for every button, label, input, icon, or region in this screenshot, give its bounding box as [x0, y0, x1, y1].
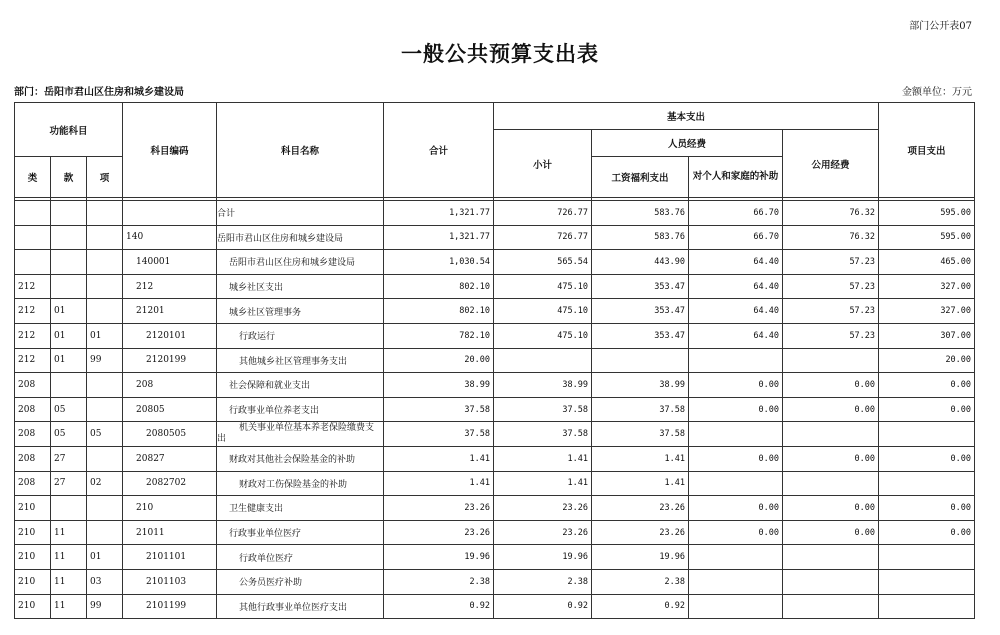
cell-xiang	[87, 446, 123, 471]
cell-total: 782.10	[384, 323, 494, 348]
cell-xiang	[87, 373, 123, 398]
cell-subtotal: 19.96	[494, 545, 592, 570]
cell-individual: 0.00	[689, 446, 783, 471]
cell-lei	[15, 225, 51, 250]
cell-project: 327.00	[879, 299, 975, 324]
table-row	[15, 250, 975, 275]
cell-public: 57.23	[783, 323, 879, 348]
cell-wages: 353.47	[592, 299, 689, 324]
cell-subject-code: 2082702	[123, 471, 217, 496]
cell-public: 0.00	[783, 373, 879, 398]
cell-subject-code: 210	[123, 496, 217, 521]
cell-subtotal: 726.77	[494, 201, 592, 226]
unit-label: 金额单位：万元	[902, 87, 972, 98]
cell-subtotal: 565.54	[494, 250, 592, 275]
cell-kuan	[51, 250, 87, 275]
cell-individual: 66.70	[689, 225, 783, 250]
cell-subject-name: 合计	[217, 201, 384, 226]
cell-subject-code: 2080505	[123, 422, 217, 447]
cell-individual	[689, 471, 783, 496]
cell-subject-code: 20827	[123, 446, 217, 471]
cell-public: 0.00	[783, 397, 879, 422]
cell-total: 1,030.54	[384, 250, 494, 275]
cell-wages: 38.99	[592, 373, 689, 398]
page-title: 一般公共预算支出表	[401, 41, 599, 66]
cell-xiang: 05	[87, 422, 123, 447]
cell-project: 465.00	[879, 250, 975, 275]
cell-lei: 210	[15, 594, 51, 619]
cell-xiang	[87, 520, 123, 545]
cell-wages: 37.58	[592, 397, 689, 422]
cell-wages: 1.41	[592, 446, 689, 471]
cell-subject-name: 卫生健康支出	[217, 496, 384, 521]
cell-public: 0.00	[783, 446, 879, 471]
cell-lei: 212	[15, 274, 51, 299]
cell-kuan	[51, 225, 87, 250]
table-row	[15, 373, 975, 398]
cell-public	[783, 471, 879, 496]
cell-subtotal: 23.26	[494, 496, 592, 521]
cell-wages: 37.58	[592, 422, 689, 447]
cell-subject-name: 城乡社区管理事务	[217, 299, 384, 324]
cell-total: 23.26	[384, 520, 494, 545]
cell-kuan: 01	[51, 299, 87, 324]
cell-lei: 208	[15, 397, 51, 422]
cell-xiang: 99	[87, 594, 123, 619]
table-row	[15, 446, 975, 471]
table-row	[15, 594, 975, 619]
cell-subject-code: 21201	[123, 299, 217, 324]
cell-project: 0.00	[879, 373, 975, 398]
form-code: 部门公开表07	[909, 21, 972, 32]
cell-individual	[689, 594, 783, 619]
cell-lei: 210	[15, 569, 51, 594]
cell-individual: 64.40	[689, 274, 783, 299]
cell-subject-name: 岳阳市君山区住房和城乡建设局	[217, 250, 384, 275]
cell-subtotal: 38.99	[494, 373, 592, 398]
cell-subject-code: 2101103	[123, 569, 217, 594]
header-xiang: 项	[87, 157, 123, 198]
cell-individual: 0.00	[689, 373, 783, 398]
cell-public	[783, 422, 879, 447]
cell-lei: 208	[15, 373, 51, 398]
header-subtotal: 小计	[494, 130, 592, 198]
cell-public: 57.23	[783, 299, 879, 324]
cell-subtotal: 37.58	[494, 397, 592, 422]
cell-total: 1.41	[384, 446, 494, 471]
cell-wages: 353.47	[592, 274, 689, 299]
cell-lei: 208	[15, 471, 51, 496]
table-row	[15, 520, 975, 545]
cell-subject-name: 其他行政事业单位医疗支出	[217, 594, 384, 619]
cell-subject-code: 21011	[123, 520, 217, 545]
cell-kuan: 27	[51, 446, 87, 471]
header-kuan: 款	[51, 157, 87, 198]
cell-total: 1.41	[384, 471, 494, 496]
cell-individual	[689, 348, 783, 373]
cell-wages: 443.90	[592, 250, 689, 275]
cell-public: 57.23	[783, 250, 879, 275]
cell-lei: 210	[15, 545, 51, 570]
cell-lei	[15, 201, 51, 226]
cell-project	[879, 422, 975, 447]
cell-total: 1,321.77	[384, 225, 494, 250]
cell-lei: 210	[15, 496, 51, 521]
cell-subtotal: 475.10	[494, 323, 592, 348]
cell-public: 76.32	[783, 225, 879, 250]
cell-public	[783, 545, 879, 570]
cell-xiang	[87, 201, 123, 226]
cell-total: 802.10	[384, 274, 494, 299]
table-row	[15, 225, 975, 250]
table-row	[15, 422, 975, 447]
cell-subject-name: 行政单位医疗	[217, 545, 384, 570]
header-individual: 对个人和家庭的补助	[689, 157, 783, 198]
cell-xiang: 02	[87, 471, 123, 496]
cell-project	[879, 471, 975, 496]
cell-project	[879, 594, 975, 619]
cell-individual	[689, 545, 783, 570]
cell-public: 76.32	[783, 201, 879, 226]
cell-subtotal: 23.26	[494, 520, 592, 545]
header-subject-name: 科目名称	[217, 103, 384, 198]
cell-xiang	[87, 250, 123, 275]
cell-lei	[15, 250, 51, 275]
cell-subject-name: 行政事业单位医疗	[217, 520, 384, 545]
cell-subject-name: 财政对其他社会保险基金的补助	[217, 446, 384, 471]
cell-subject-name: 行政事业单位养老支出	[217, 397, 384, 422]
header-total: 合计	[384, 103, 494, 198]
cell-subtotal: 475.10	[494, 274, 592, 299]
department-label: 部门：岳阳市君山区住房和城乡建设局	[14, 87, 184, 98]
cell-total: 2.38	[384, 569, 494, 594]
cell-total: 23.26	[384, 496, 494, 521]
cell-public: 0.00	[783, 520, 879, 545]
cell-total: 38.99	[384, 373, 494, 398]
cell-subtotal: 726.77	[494, 225, 592, 250]
table-row	[15, 569, 975, 594]
cell-wages: 23.26	[592, 520, 689, 545]
cell-individual: 66.70	[689, 201, 783, 226]
cell-lei: 212	[15, 299, 51, 324]
cell-subject-code: 208	[123, 373, 217, 398]
table-row	[15, 201, 975, 226]
cell-subtotal: 1.41	[494, 446, 592, 471]
cell-individual	[689, 569, 783, 594]
cell-subject-code: 140001	[123, 250, 217, 275]
cell-xiang	[87, 496, 123, 521]
cell-public	[783, 348, 879, 373]
cell-individual: 64.40	[689, 323, 783, 348]
cell-kuan: 11	[51, 520, 87, 545]
budget-table	[14, 102, 975, 619]
cell-public	[783, 569, 879, 594]
cell-individual	[689, 422, 783, 447]
cell-project: 0.00	[879, 496, 975, 521]
header-subject-code: 科目编码	[123, 103, 217, 198]
cell-lei: 210	[15, 520, 51, 545]
cell-kuan	[51, 274, 87, 299]
cell-project: 20.00	[879, 348, 975, 373]
cell-total: 20.00	[384, 348, 494, 373]
cell-individual: 0.00	[689, 520, 783, 545]
cell-project	[879, 545, 975, 570]
cell-subject-name: 其他城乡社区管理事务支出	[217, 348, 384, 373]
cell-project: 327.00	[879, 274, 975, 299]
cell-xiang: 03	[87, 569, 123, 594]
cell-total: 1,321.77	[384, 201, 494, 226]
cell-subject-code	[123, 201, 217, 226]
cell-xiang	[87, 274, 123, 299]
cell-kuan: 05	[51, 397, 87, 422]
cell-total: 19.96	[384, 545, 494, 570]
cell-total: 802.10	[384, 299, 494, 324]
header-personnel: 人员经费	[592, 130, 783, 157]
cell-subject-name: 行政运行	[217, 323, 384, 348]
cell-individual: 0.00	[689, 496, 783, 521]
cell-xiang	[87, 225, 123, 250]
table-row	[15, 471, 975, 496]
cell-wages: 23.26	[592, 496, 689, 521]
cell-wages: 583.76	[592, 201, 689, 226]
cell-subject-code: 2101199	[123, 594, 217, 619]
header-public: 公用经费	[783, 130, 879, 198]
cell-subtotal: 475.10	[494, 299, 592, 324]
table-row	[15, 545, 975, 570]
cell-xiang	[87, 299, 123, 324]
cell-project: 0.00	[879, 397, 975, 422]
cell-subject-name: 岳阳市君山区住房和城乡建设局	[217, 225, 384, 250]
cell-project: 595.00	[879, 201, 975, 226]
cell-subject-code: 20805	[123, 397, 217, 422]
cell-lei: 208	[15, 446, 51, 471]
table-row	[15, 274, 975, 299]
cell-individual: 0.00	[689, 397, 783, 422]
cell-subtotal: 37.58	[494, 422, 592, 447]
cell-wages	[592, 348, 689, 373]
table-row	[15, 397, 975, 422]
header-function-subject: 功能科目	[15, 103, 123, 157]
cell-subtotal	[494, 348, 592, 373]
cell-subtotal: 1.41	[494, 471, 592, 496]
cell-subject-name: 机关事业单位基本养老保险缴费支出	[217, 422, 384, 447]
cell-public: 0.00	[783, 496, 879, 521]
cell-kuan	[51, 201, 87, 226]
cell-wages: 353.47	[592, 323, 689, 348]
cell-project: 0.00	[879, 520, 975, 545]
cell-kuan: 11	[51, 594, 87, 619]
header-lei: 类	[15, 157, 51, 198]
cell-subject-name: 社会保障和就业支出	[217, 373, 384, 398]
cell-project	[879, 569, 975, 594]
cell-xiang: 01	[87, 545, 123, 570]
cell-subject-name: 城乡社区支出	[217, 274, 384, 299]
table-body	[15, 198, 975, 619]
table-row	[15, 496, 975, 521]
table-row	[15, 299, 975, 324]
cell-xiang: 01	[87, 323, 123, 348]
cell-subject-name: 财政对工伤保险基金的补助	[217, 471, 384, 496]
cell-public	[783, 594, 879, 619]
cell-subtotal: 0.92	[494, 594, 592, 619]
cell-kuan	[51, 496, 87, 521]
header-basic-expense: 基本支出	[494, 103, 879, 130]
cell-subject-code: 2120101	[123, 323, 217, 348]
cell-lei: 208	[15, 422, 51, 447]
cell-wages: 19.96	[592, 545, 689, 570]
header-project: 项目支出	[879, 103, 975, 198]
cell-public: 57.23	[783, 274, 879, 299]
cell-kuan	[51, 373, 87, 398]
cell-kuan: 01	[51, 348, 87, 373]
cell-xiang: 99	[87, 348, 123, 373]
cell-kuan: 27	[51, 471, 87, 496]
cell-wages: 1.41	[592, 471, 689, 496]
cell-kuan: 11	[51, 545, 87, 570]
cell-subject-name: 公务员医疗补助	[217, 569, 384, 594]
cell-total: 37.58	[384, 422, 494, 447]
cell-subject-code: 212	[123, 274, 217, 299]
cell-individual: 64.40	[689, 250, 783, 275]
cell-lei: 212	[15, 323, 51, 348]
cell-kuan: 05	[51, 422, 87, 447]
cell-wages: 2.38	[592, 569, 689, 594]
table-row	[15, 348, 975, 373]
cell-total: 37.58	[384, 397, 494, 422]
cell-project: 595.00	[879, 225, 975, 250]
cell-subtotal: 2.38	[494, 569, 592, 594]
cell-subject-code: 140	[123, 225, 217, 250]
cell-project: 0.00	[879, 446, 975, 471]
cell-xiang	[87, 397, 123, 422]
table-row	[15, 323, 975, 348]
cell-project: 307.00	[879, 323, 975, 348]
cell-total: 0.92	[384, 594, 494, 619]
cell-subject-code: 2120199	[123, 348, 217, 373]
header-wages: 工资福利支出	[592, 157, 689, 198]
cell-kuan: 11	[51, 569, 87, 594]
cell-kuan: 01	[51, 323, 87, 348]
cell-individual: 64.40	[689, 299, 783, 324]
cell-wages: 583.76	[592, 225, 689, 250]
cell-subject-code: 2101101	[123, 545, 217, 570]
cell-wages: 0.92	[592, 594, 689, 619]
cell-lei: 212	[15, 348, 51, 373]
